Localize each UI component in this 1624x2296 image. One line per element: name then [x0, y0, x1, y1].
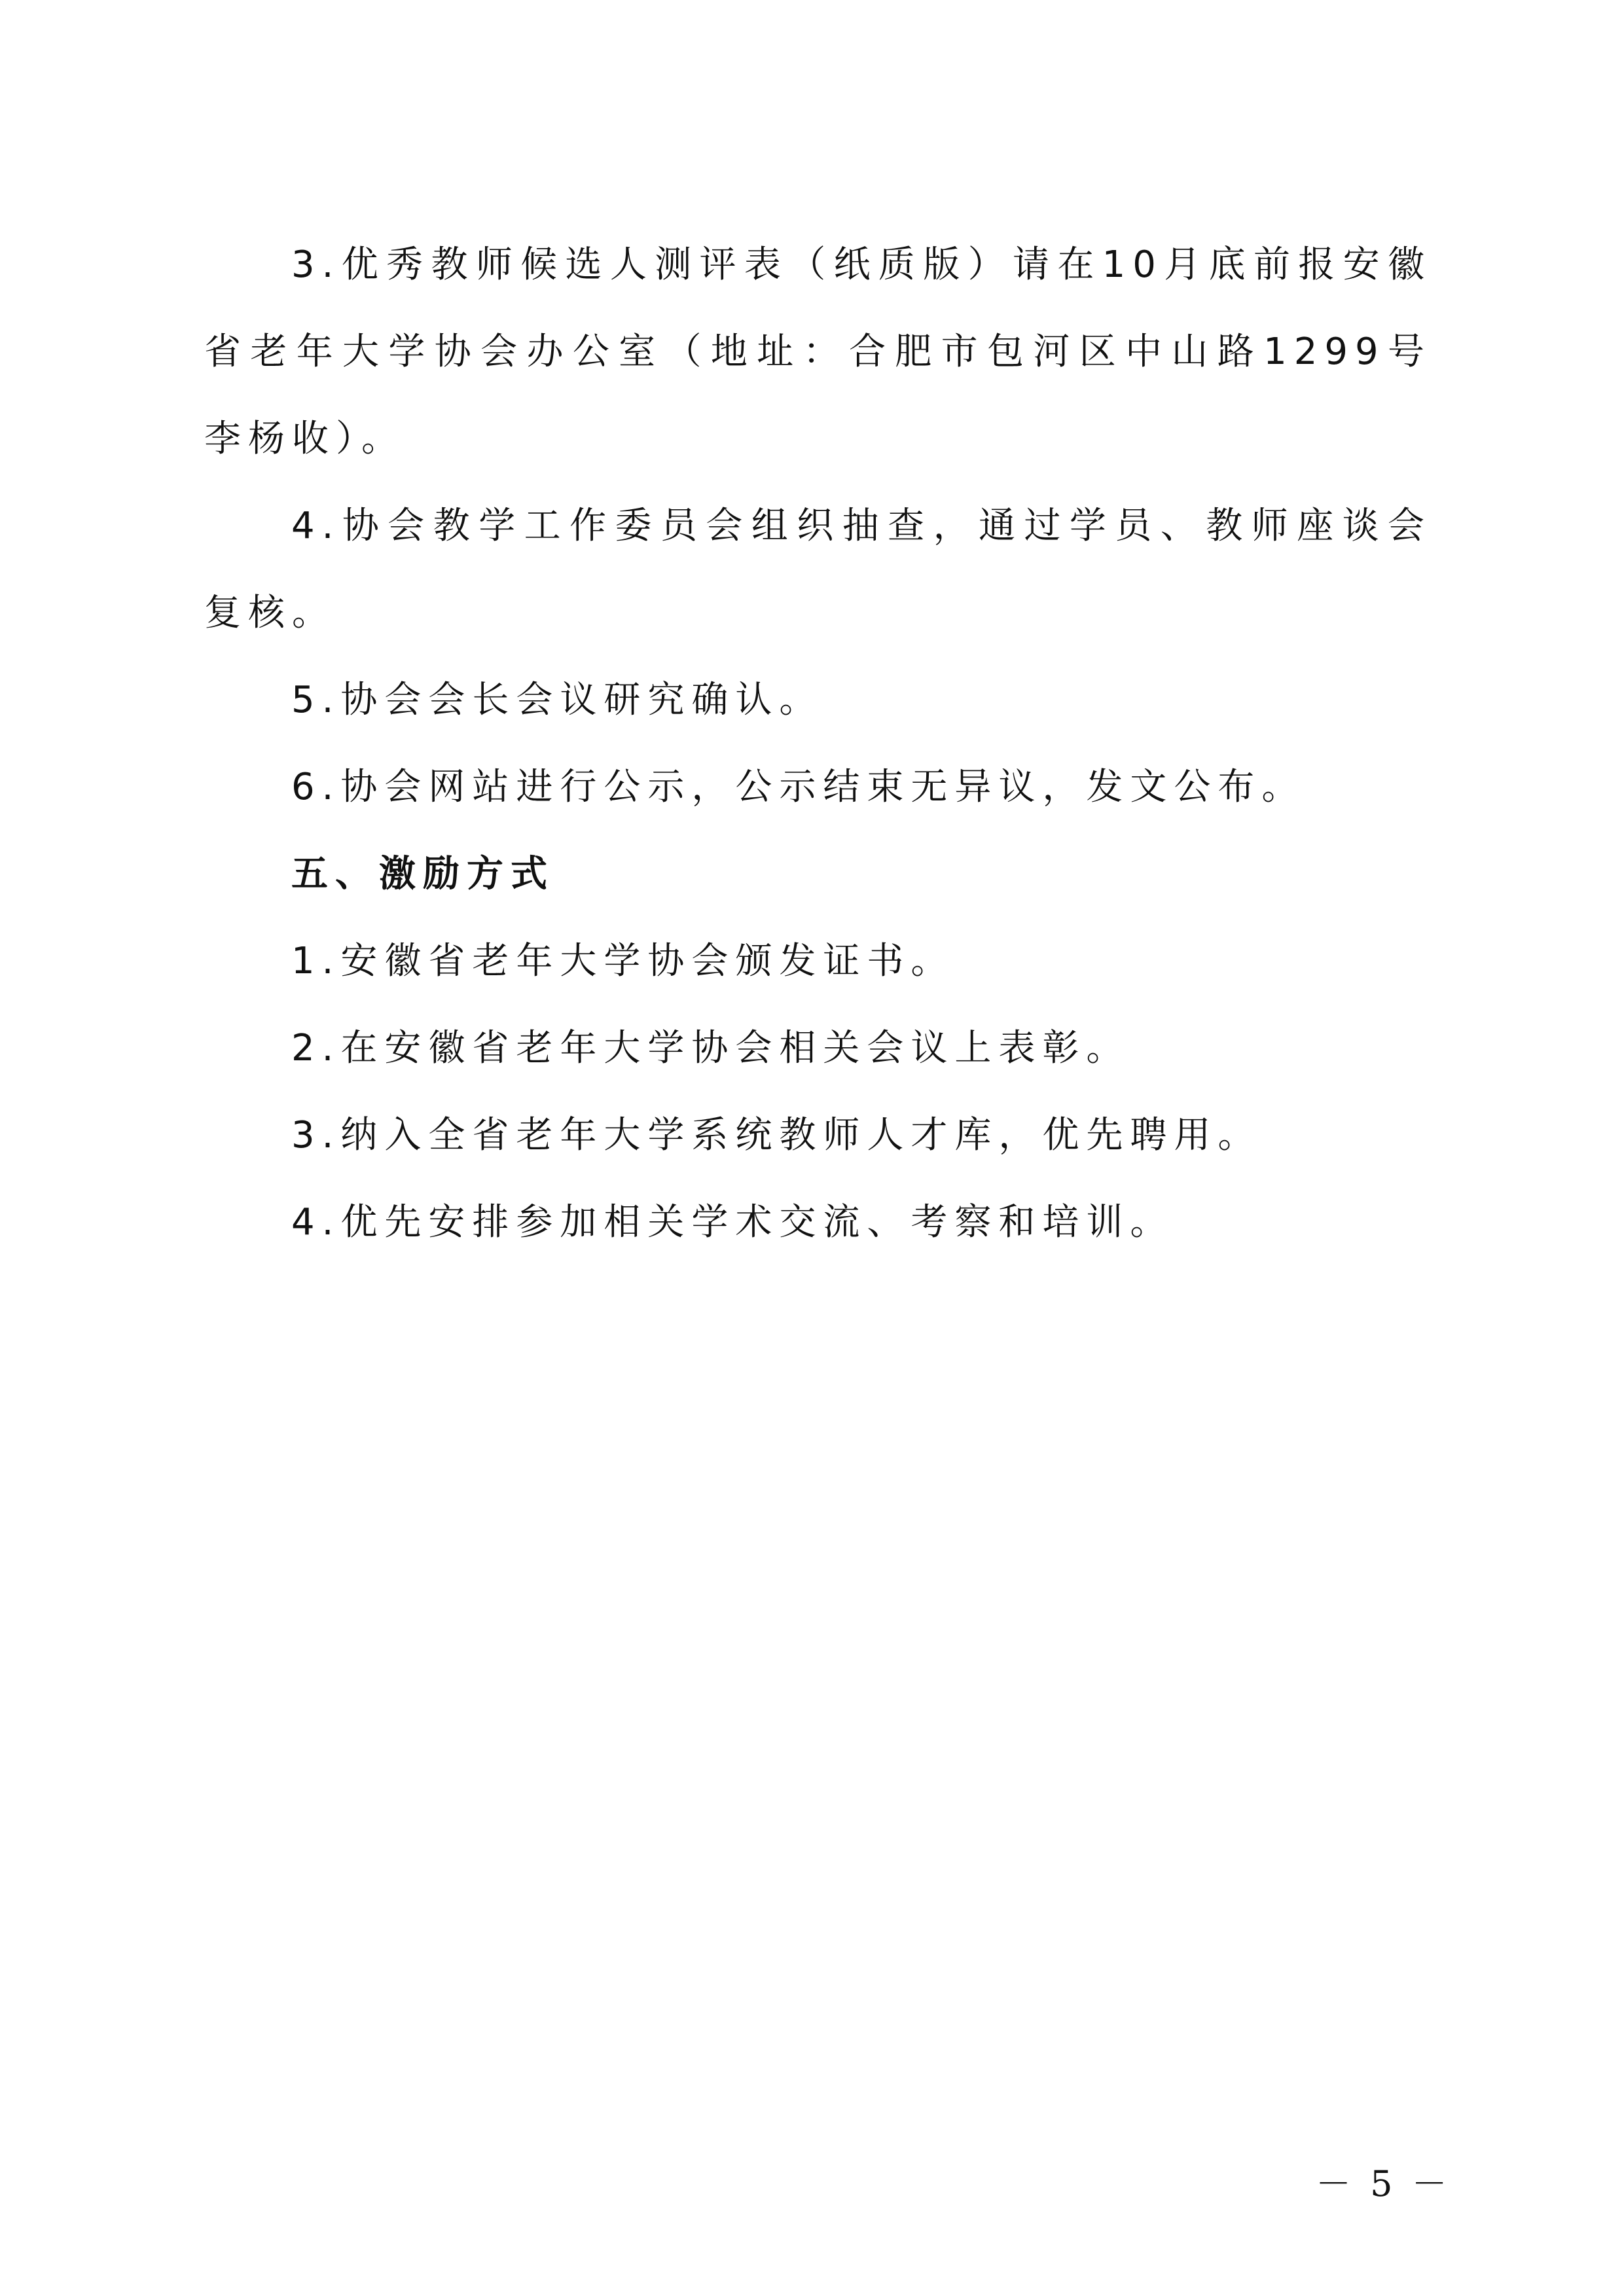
page-number: － 5 －: [1316, 2163, 1451, 2204]
document-body: [204, 221, 1432, 1266]
paragraph-evaluation-form: 3.优秀教师候选人测评表（纸质版）请在10月底前报安徽省老年大学协会办公室（地址：合肥市包河区中山路1299号 李杨收）。: [204, 243, 1432, 460]
paragraph-publication: 6.协会网站进行公示，公示结束无异议，发文公布。: [291, 766, 1306, 808]
incentive-item-commendation: 2.在安徽省老年大学协会相关会议上表彰。: [291, 1027, 1130, 1069]
incentive-item-training: 4.优先安排参加相关学术交流、考察和培训。: [291, 1201, 1174, 1244]
paragraph-confirmation: 5.协会会长会议研究确认。: [291, 679, 823, 721]
paragraph-spot-check: 4.协会教学工作委员会组织抽查，通过学员、教师座谈会复核。: [204, 505, 1432, 634]
section-heading-incentives: 五、激励方式: [291, 853, 554, 895]
incentive-item-talent-pool: 3.纳入全省老年大学系统教师人才库，优先聘用。: [291, 1114, 1262, 1157]
incentive-item-certificate: 1.安徽省老年大学协会颁发证书。: [291, 940, 955, 982]
